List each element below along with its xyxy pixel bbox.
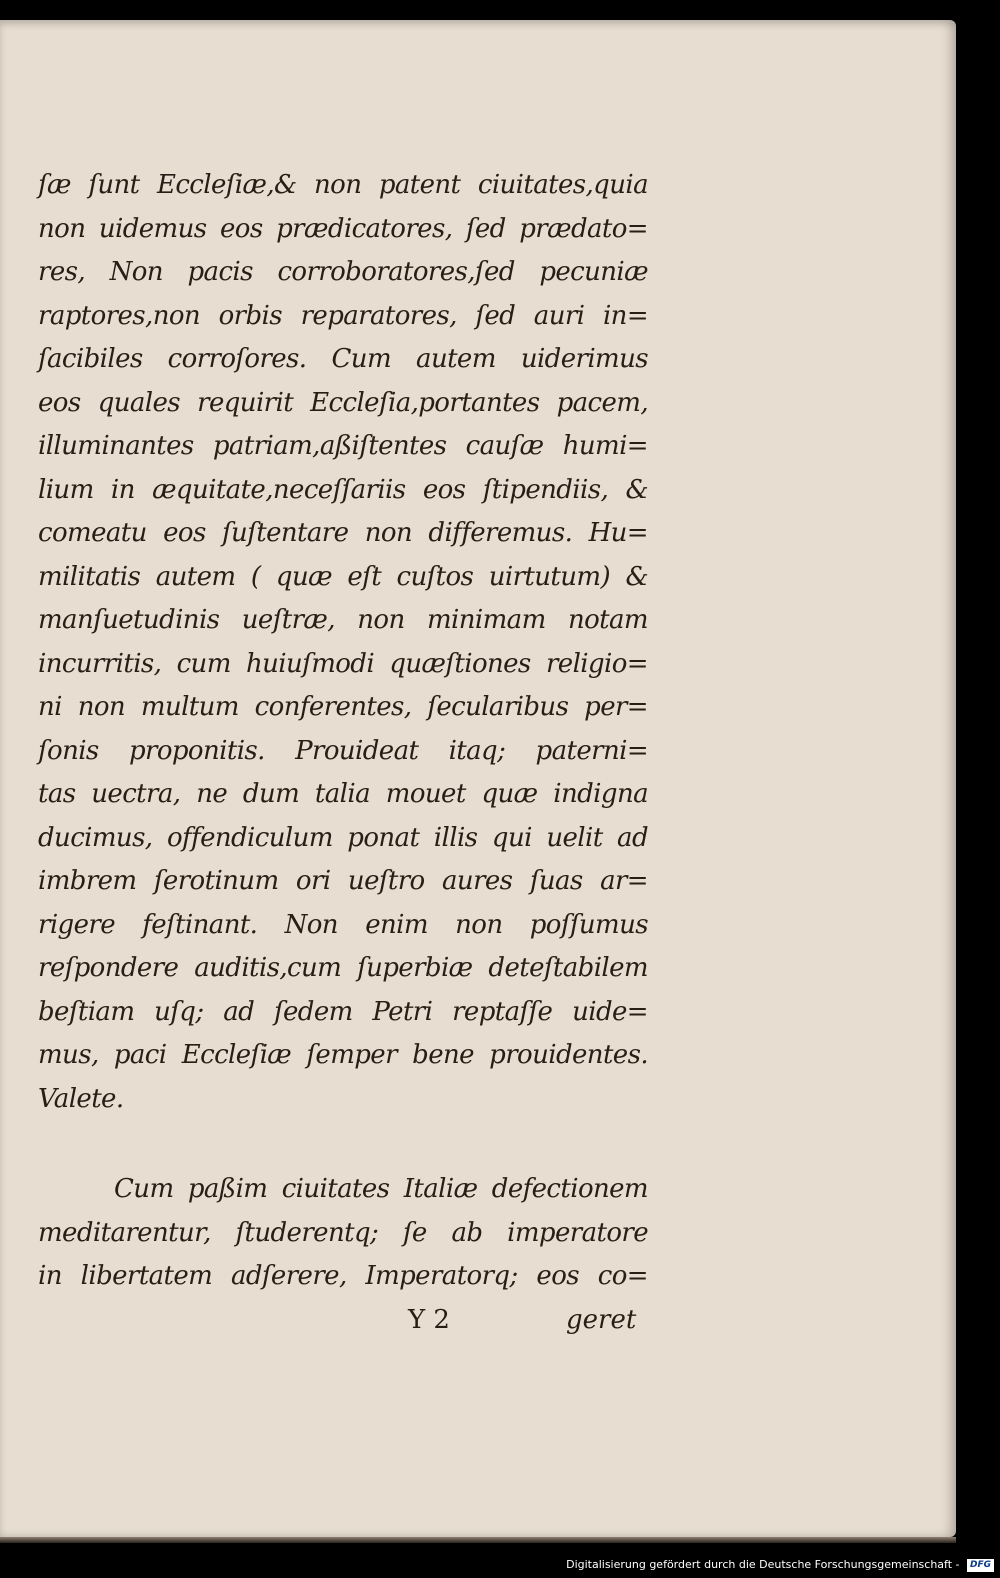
- text-line: ſacibiles corroſores. Cum autem uiderimus: [38, 344, 648, 374]
- book-page: [0, 20, 956, 1537]
- text-line: ſæ ſunt Eccleſiæ,& non patent ciuitates,quia: [38, 170, 648, 200]
- text-line: militatis autem ( quæ eſt cuſtos uirtutum) &: [38, 561, 648, 592]
- text-line: reſpondere auditis,cum ſuperbiæ deteſtabilem: [38, 953, 648, 983]
- dfg-logo: DFG: [967, 1559, 994, 1572]
- text-line: lium in æquitate,neceſſariis eos ſtipendiis, &: [38, 474, 648, 505]
- text-line: mus, paci Eccleſiæ ſemper bene prouidentes.: [38, 1040, 648, 1070]
- text-line: tas uectra, ne dum talia mouet quæ indigna: [38, 779, 648, 809]
- credit-text: Digitalisierung gefördert durch die Deutsche Forschungsgemeinschaft -: [566, 1558, 960, 1571]
- text-line: res, Non pacis corroboratores,ſed pecuniæ: [38, 257, 648, 287]
- signature-mark: Y 2: [408, 1305, 450, 1335]
- text-line: comeatu eos ſuſtentare non differemus. Hu=: [38, 518, 648, 548]
- text-line: rigere feſtinant. Non enim non poſſumus: [38, 909, 648, 940]
- text-line: meditarentur, ſtuderentq; ſe ab imperatore: [38, 1217, 648, 1248]
- text-line: raptores,non orbis reparatores, ſed auri in=: [38, 300, 648, 331]
- text-line: beſtiam uſq; ad ſedem Petri reptaſſe uide=: [38, 996, 648, 1027]
- text-line: eos quales requirit Eccleſia,portantes pacem,: [38, 387, 648, 418]
- text-line: ni non multum conferentes, ſecularibus per=: [38, 692, 648, 722]
- page-edge: [0, 1537, 956, 1543]
- text-block: [38, 164, 648, 1299]
- catchword: geret: [566, 1305, 637, 1335]
- paragraph-gap: [38, 1121, 648, 1168]
- text-line: incurritis, cum huiuſmodi quæſtiones religio=: [38, 648, 648, 679]
- text-line-final: Valete.: [38, 1083, 124, 1114]
- text-line: in libertatem adſerere, Imperatorq; eos co=: [38, 1261, 648, 1291]
- text-line: non uidemus eos prædicatores, ſed prædato=: [38, 213, 648, 244]
- digitization-credit: [566, 1556, 994, 1574]
- text-line-indented: Cum paßim ciuitates Italiæ defectionem: [114, 1174, 648, 1204]
- text-line: imbrem ſerotinum ori ueſtro aures ſuas ar=: [38, 866, 648, 896]
- text-line: ducimus, offendiculum ponat illis qui uelit ad: [38, 822, 648, 853]
- text-line: ſonis proponitis. Prouideat itaq; paterni=: [38, 735, 648, 766]
- text-line: manſuetudinis ueſtræ, non minimam notam: [38, 605, 648, 635]
- text-line: illuminantes patriam,aßiſtentes cauſæ humi=: [38, 431, 648, 461]
